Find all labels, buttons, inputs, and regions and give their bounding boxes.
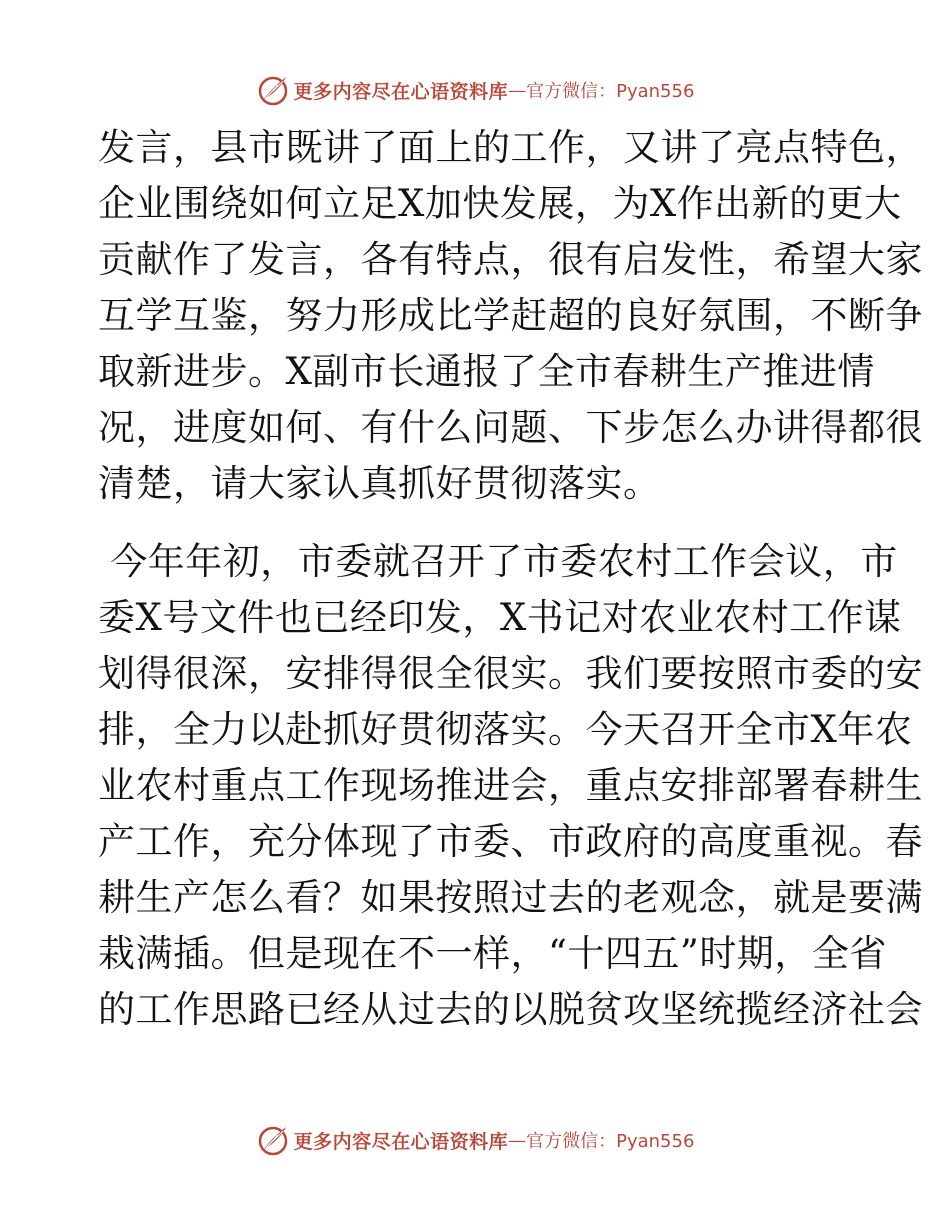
- text-line: 企业围绕如何立足X加快发展，为X作出新的更大: [98, 182, 902, 225]
- text-line: 发言，县市既讲了面上的工作，又讲了亮点特色，: [98, 126, 923, 169]
- text-line: 栽满插。但是现在不一样，“十四五”时期，全省: [98, 932, 887, 975]
- footer-banner: [0, 1120, 950, 1160]
- text-line: 划得很深，安排得很全很实。我们要按照市委的安: [98, 652, 923, 695]
- paragraph-2: [98, 534, 923, 1038]
- text-line: 取新进步。X副市长通报了全市春耕生产推进情: [98, 350, 875, 393]
- text-line: 业农村重点工作现场推进会，重点安排部署春耕生: [98, 764, 923, 807]
- banner-wechat: 官方微信：Pyan556: [526, 81, 695, 102]
- paragraph-1: [98, 120, 923, 512]
- text-line: 清楚，请大家认真抓好贯彻落实。: [98, 462, 661, 505]
- text-line: 委X号文件也已经印发，X书记对农业农村工作谋: [98, 596, 902, 639]
- banner-title: 更多内容尽在心语资料库: [293, 80, 509, 103]
- text-line: 产工作，充分体现了市委、市政府的高度重视。春: [98, 820, 923, 863]
- banner-wechat: 官方微信：Pyan556: [526, 1131, 695, 1152]
- text-line: 耕生产怎么看？如果按照过去的老观念，就是要满: [98, 876, 923, 919]
- text-line: 况，进度如何、有什么问题、下步怎么办讲得都很: [98, 406, 923, 449]
- banner-dash: —: [508, 1129, 527, 1151]
- text-line: 排，全力以赴抓好贯彻落实。今天召开全市X年农: [98, 708, 913, 751]
- document-body: [98, 120, 923, 1038]
- quill-logo-icon: [256, 73, 290, 107]
- header-banner: [0, 70, 950, 110]
- text-line: 贡献作了发言，各有特点，很有启发性，希望大家: [98, 238, 923, 281]
- banner-title: 更多内容尽在心语资料库: [293, 1130, 509, 1153]
- text-line: 的工作思路已经从过去的以脱贫攻坚统揽经济社会: [98, 988, 923, 1031]
- quill-logo-icon: [256, 1123, 290, 1157]
- banner-dash: —: [508, 79, 527, 101]
- text-line: 今年年初，市委就召开了市委农村工作会议，市: [98, 540, 898, 583]
- text-line: 互学互鉴，努力形成比学赶超的良好氛围，不断争: [98, 294, 923, 337]
